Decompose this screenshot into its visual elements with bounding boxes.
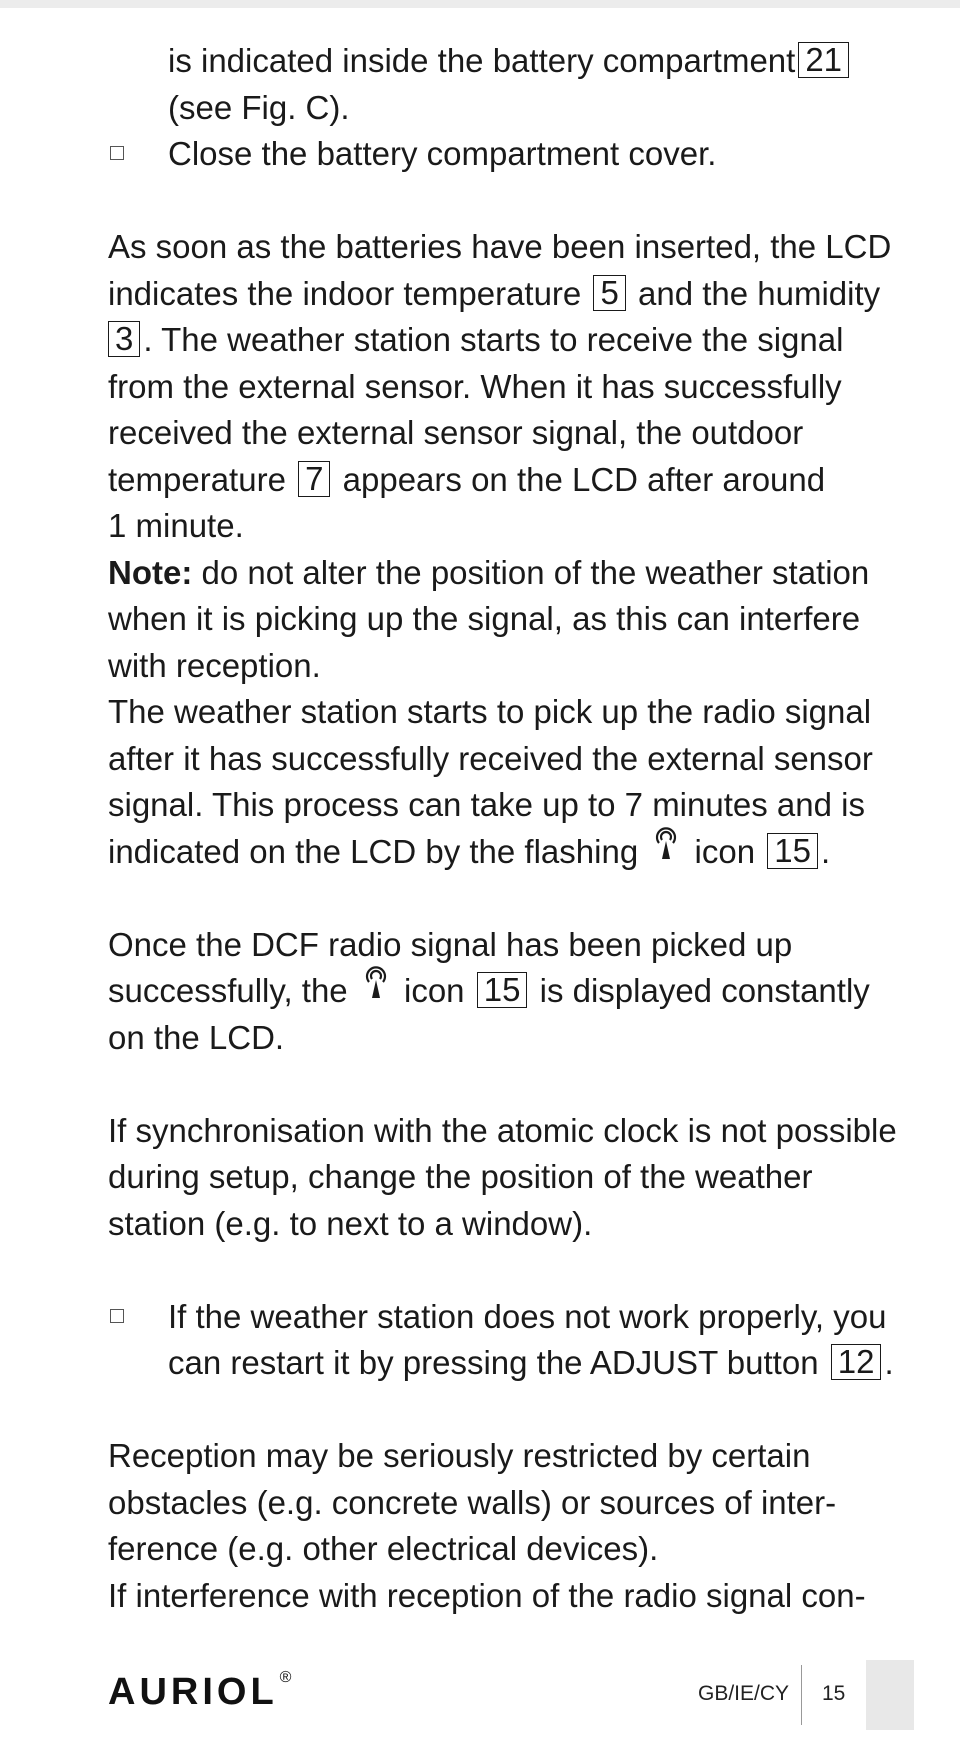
registered-mark: ® xyxy=(279,1669,292,1686)
page-content xyxy=(108,38,897,1619)
reference-number: 15 xyxy=(767,833,818,869)
text-line: on the LCD. xyxy=(108,1018,285,1056)
checkbox-bullet-icon xyxy=(110,1309,124,1323)
text-line: indicates the indoor temperature 5 and the humidity xyxy=(108,273,881,312)
text-line: is indicated inside the battery compartment 21 xyxy=(108,38,868,85)
reference-number: 7 xyxy=(298,461,330,497)
page-footer xyxy=(0,1660,960,1740)
text-line: signal. This process can take up to 7 minutes and is xyxy=(108,786,865,823)
text-line: during setup, change the position of the weather xyxy=(108,1158,813,1195)
list-item: Close the battery compartment cover. xyxy=(108,131,868,178)
text-line: ference (e.g. other electrical devices). xyxy=(108,1530,659,1567)
region-code: GB/IE/CY xyxy=(698,1682,790,1705)
text-line: can restart it by pressing the ADJUST button 12 . xyxy=(168,1343,894,1381)
page-number: 15 xyxy=(822,1682,846,1705)
text-line: temperature 7 appears on the LCD after around xyxy=(108,459,826,498)
reference-number: 5 xyxy=(593,275,625,311)
page-tab-marker xyxy=(866,1660,914,1730)
list-item: If the weather station does not work properly, you xyxy=(108,1294,868,1341)
text-line: station (e.g. to next to a window). xyxy=(108,1204,593,1242)
text-line: when it is picking up the signal, as this can interfere xyxy=(108,600,861,637)
text-line: from the external sensor. When it has successfully xyxy=(108,367,842,405)
text-line: Once the DCF radio signal has been picked up xyxy=(108,925,793,963)
top-bar xyxy=(0,0,960,8)
text-line: after it has successfully received the external sensor xyxy=(108,739,873,777)
text-line: The weather station starts to pick up the radio signal xyxy=(108,693,872,730)
text-line: received the external sensor signal, the outdoor xyxy=(108,414,804,451)
text-line: indicated on the LCD by the flashing icon 15 . xyxy=(108,829,868,876)
text-line: If synchronisation with the atomic clock is not possible xyxy=(108,1111,897,1149)
reference-number: 12 xyxy=(831,1344,882,1380)
text-line: with reception. xyxy=(108,646,321,684)
note-line: Note: do not alter the position of the weather station xyxy=(108,553,870,591)
text-line: As soon as the batteries have been inserted, the LCD xyxy=(108,228,892,265)
footer-divider xyxy=(801,1665,802,1725)
reference-number: 3 xyxy=(108,321,140,357)
radio-tower-icon xyxy=(651,827,681,874)
checkbox-bullet-icon xyxy=(110,146,124,160)
text-line: successfully, the icon 15 is displayed constantly xyxy=(108,968,868,1015)
radio-tower-icon xyxy=(361,966,391,1013)
reference-number: 15 xyxy=(477,972,528,1008)
note-label: Note: xyxy=(108,553,193,591)
text-line: 3 . The weather station starts to receive the signal xyxy=(108,317,868,364)
reference-number: 21 xyxy=(798,42,849,78)
text-line: obstacles (e.g. concrete walls) or sources of inter- xyxy=(108,1483,837,1521)
text-line: 1 minute. xyxy=(108,507,244,544)
text-line: Reception may be seriously restricted by certain xyxy=(108,1437,811,1474)
text-line: (see Fig. C). xyxy=(168,88,350,126)
brand-name: AURIOL xyxy=(108,1670,278,1713)
brand-logo xyxy=(108,1668,291,1716)
text-line: If interference with reception of the radio signal con- xyxy=(108,1576,866,1614)
